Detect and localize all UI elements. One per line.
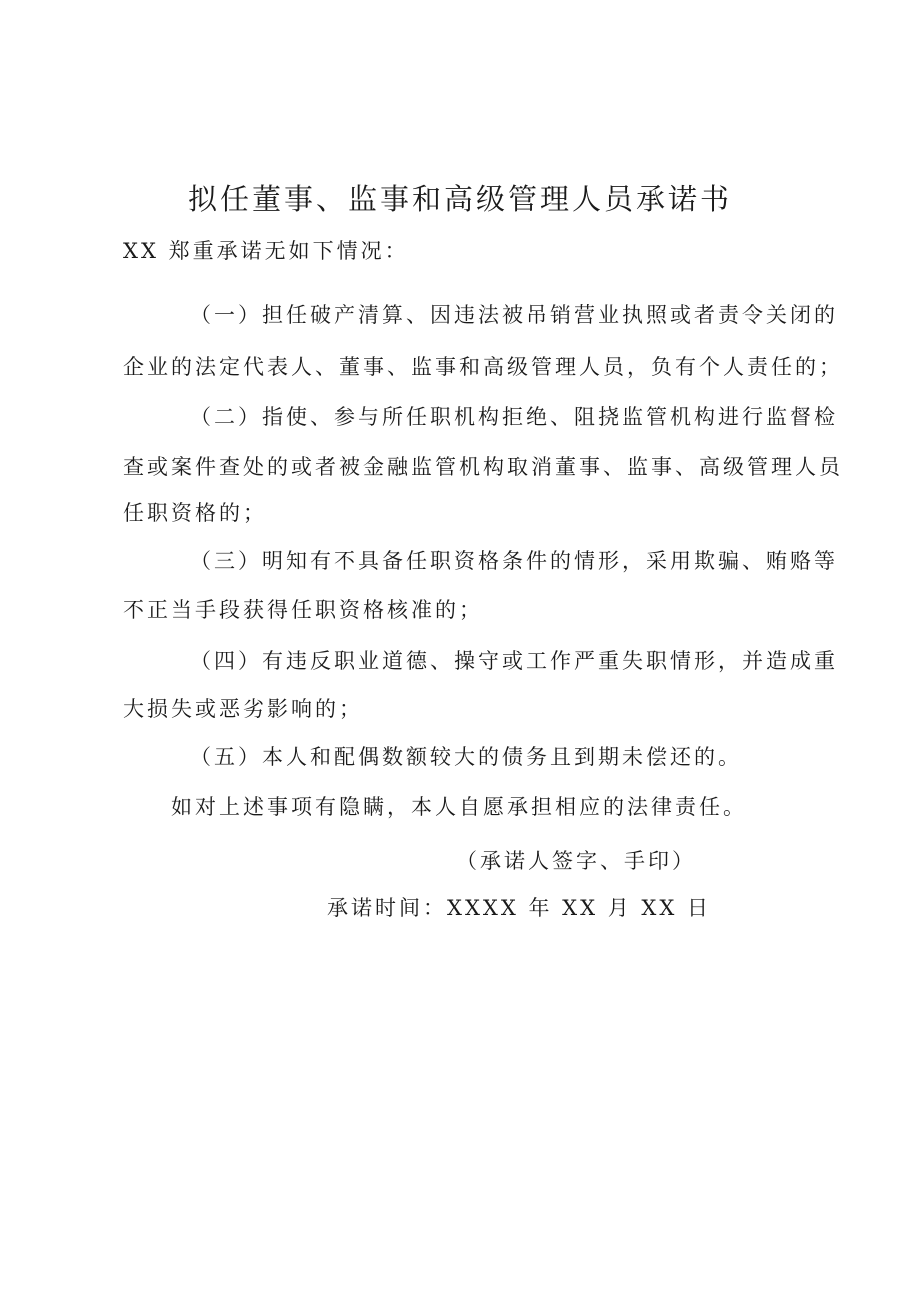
clause-2-line-3: 任职资格的； bbox=[123, 501, 267, 525]
closing-statement: 如对上述事项有隐瞒，本人自愿承担相应的法律责任。 bbox=[171, 795, 747, 819]
clause-2-line-1: （二）指使、参与所任职机构拒绝、阻挠监管机构进行监督检 bbox=[190, 405, 838, 429]
commitment-date: 承诺时间：XXXX 年 XX 月 XX 日 bbox=[327, 896, 711, 920]
clause-1-line-1: （一）担任破产清算、因违法被吊销营业执照或者责令关闭的 bbox=[190, 303, 838, 327]
signature-note: （承诺人签字、手印） bbox=[456, 849, 696, 873]
clause-1-line-2: 企业的法定代表人、董事、监事和高级管理人员，负有个人责任的； bbox=[123, 355, 843, 379]
opening-statement: XX 郑重承诺无如下情况： bbox=[123, 239, 409, 263]
clause-2-line-2: 查或案件查处的或者被金融监管机构取消董事、监事、高级管理人员 bbox=[123, 455, 843, 479]
clause-3-line-2: 不正当手段获得任职资格核准的； bbox=[123, 598, 483, 622]
document-title: 拟任董事、监事和高级管理人员承诺书 bbox=[187, 182, 732, 216]
clause-5-line-1: （五）本人和配偶数额较大的债务且到期未偿还的。 bbox=[190, 745, 742, 769]
clause-4-line-1: （四）有违反职业道德、操守或工作严重失职情形，并造成重 bbox=[190, 649, 838, 673]
clause-3-line-1: （三）明知有不具备任职资格条件的情形，采用欺骗、贿赂等 bbox=[190, 549, 838, 573]
clause-4-line-2: 大损失或恶劣影响的； bbox=[123, 697, 363, 721]
